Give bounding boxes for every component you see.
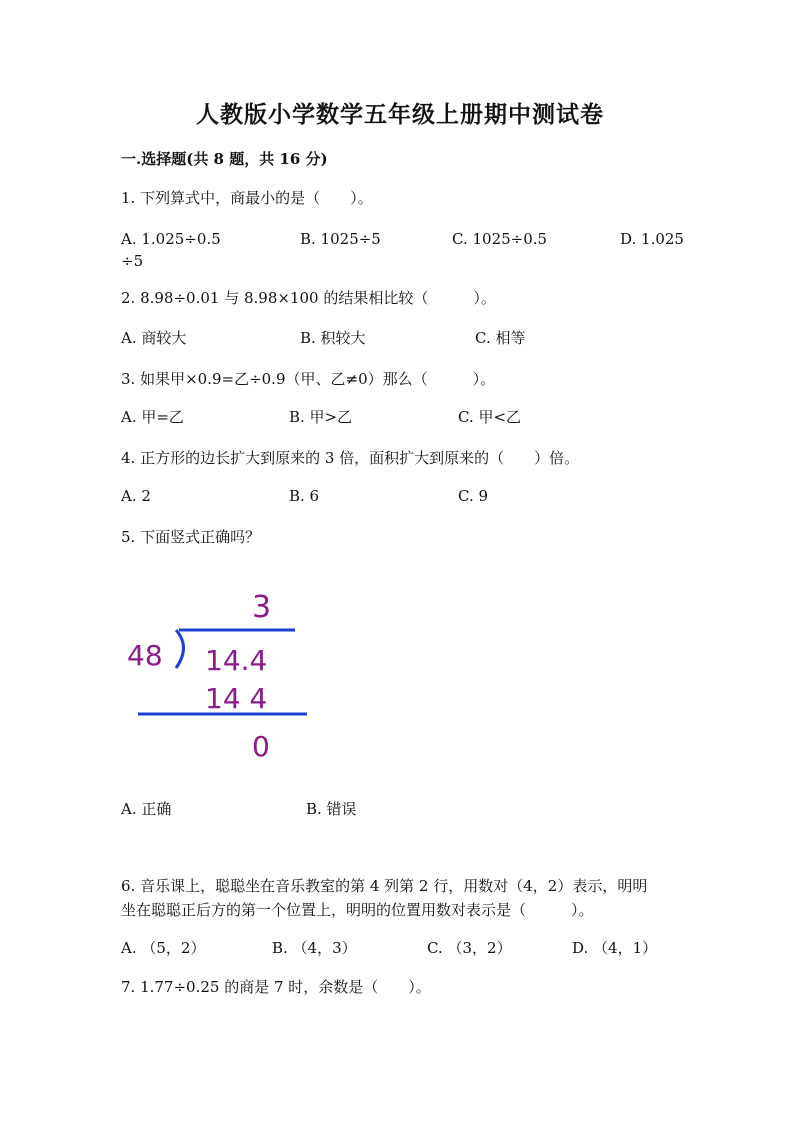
q1-option-d: D. 1.025 xyxy=(620,230,684,248)
q2-option-a: A. 商较大 xyxy=(121,329,187,347)
question-1: 1. 下列算式中，商最小的是（ ）。 xyxy=(121,189,373,207)
q6-option-c: C. （3，2） xyxy=(427,939,512,957)
division-remainder: 0 xyxy=(252,730,270,763)
question-5: 5. 下面竖式正确吗？ xyxy=(121,528,261,546)
q6-option-a: A. （5，2） xyxy=(121,939,206,957)
long-division-figure xyxy=(121,580,321,780)
q2-option-b: B. 积较大 xyxy=(300,329,366,347)
q6-option-b: B. （4，3） xyxy=(272,939,357,957)
q2-option-c: C. 相等 xyxy=(475,329,526,347)
division-dividend: 14.4 xyxy=(205,644,268,677)
q1-option-d-wrap: ÷5 xyxy=(121,252,144,270)
division-bracket xyxy=(176,630,184,668)
q3-option-b: B. 甲>乙 xyxy=(289,408,353,426)
q3-option-a: A. 甲=乙 xyxy=(121,408,184,426)
q4-option-b: B. 6 xyxy=(289,487,320,505)
q4-option-c: C. 9 xyxy=(458,487,489,505)
question-6-line-1: 6. 音乐课上，聪聪坐在音乐教室的第 4 列第 2 行，用数对（4，2）表示，明明 xyxy=(121,877,648,895)
section-title: 一.选择题(共 8 题，共 16 分) xyxy=(121,150,328,168)
q1-option-c: C. 1025÷0.5 xyxy=(452,230,548,248)
question-7: 7. 1.77÷0.25 的商是 7 时，余数是（ ）。 xyxy=(121,978,431,996)
question-2: 2. 8.98÷0.01 与 8.98×100 的结果相比较（ ）。 xyxy=(121,289,496,307)
page-title: 人教版小学数学五年级上册期中测试卷 xyxy=(196,101,604,128)
division-divisor: 48 xyxy=(127,639,163,672)
q3-option-c: C. 甲<乙 xyxy=(458,408,522,426)
q4-option-a: A. 2 xyxy=(121,487,151,505)
q1-option-a: A. 1.025÷0.5 xyxy=(121,230,221,248)
q5-option-a: A. 正确 xyxy=(121,800,172,818)
question-6-line-2: 坐在聪聪正后方的第一个位置上，明明的位置用数对表示是（ ）。 xyxy=(121,901,594,919)
q1-option-b: B. 1025÷5 xyxy=(300,230,381,248)
division-quotient: 3 xyxy=(252,590,272,625)
question-3: 3. 如果甲×0.9=乙÷0.9（甲、乙≠0）那么（ ）。 xyxy=(121,370,496,388)
division-product: 14 4 xyxy=(205,682,268,715)
q5-option-b: B. 错误 xyxy=(306,800,357,818)
q6-option-d: D. （4，1） xyxy=(572,939,658,957)
question-4: 4. 正方形的边长扩大到原来的 3 倍，面积扩大到原来的（ ）倍。 xyxy=(121,449,580,467)
